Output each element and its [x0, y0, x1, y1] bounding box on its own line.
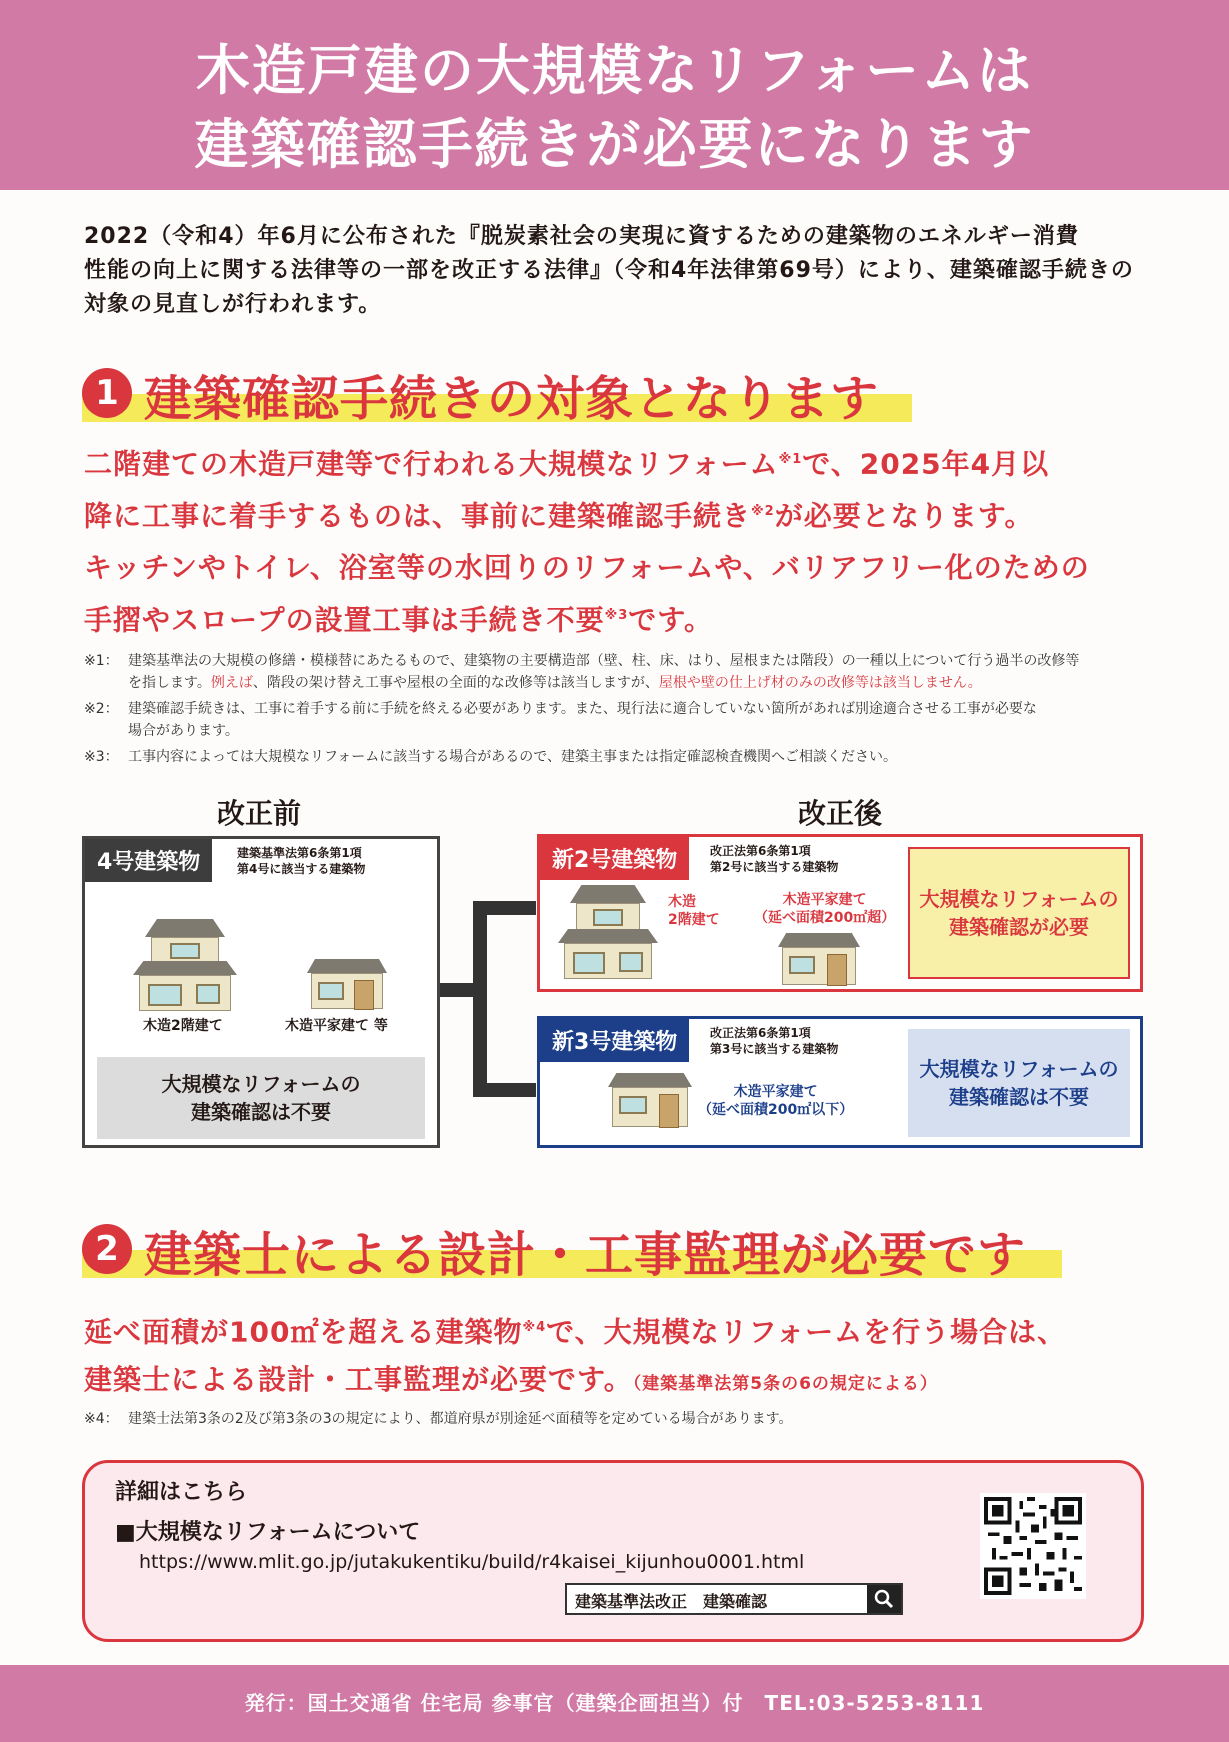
new3-caption-one-storey	[698, 1083, 853, 1119]
intro-paragraph	[84, 220, 1159, 322]
new2-result-required	[908, 847, 1130, 979]
footnote-1-exception: 屋根や壁の仕上げ材のみの改修等は該当しません。	[658, 675, 982, 691]
new3-caption-b: （延べ面積200㎡以下）	[698, 1102, 854, 1118]
section-1-heading: 建築確認手続きの対象となります	[144, 371, 880, 427]
footer-publisher: 発行：国土交通省 住宅局 参事官（建築企画担当）付 TEL:03-5253-8111	[0, 1665, 1229, 1742]
search-button[interactable]	[867, 1585, 901, 1613]
section-2-heading: 建築士による設計・工事監理が必要です	[144, 1227, 1027, 1283]
section-2-paragraph	[84, 1304, 1184, 1408]
new3-result-not-required	[908, 1029, 1130, 1137]
new2-caption-two-storey	[668, 893, 720, 929]
before-law-line-1: 建築基準法第6条第1項	[237, 846, 362, 860]
before-law-line-2: 第4号に該当する建築物	[237, 862, 366, 876]
s2-text-c: 建築士による設計・工事監理が必要です。	[84, 1363, 633, 1397]
tag-new-no3-building: 新3号建築物	[540, 1019, 689, 1062]
headline-line-2: 建築確認手続きが必要になります	[194, 113, 1035, 176]
section-1-paragraph-2	[84, 544, 1164, 644]
section-1-paragraph-1	[84, 436, 1164, 541]
new3-law-line-1: 改正法第6条第1項	[710, 1026, 811, 1040]
search-icon	[867, 1585, 901, 1613]
new3-one-storey-house-icon	[608, 1073, 692, 1127]
new2-caption-one-storey	[754, 891, 895, 927]
new3-result-line-1: 大規模なリフォームの	[919, 1057, 1119, 1081]
new3-caption-a: 木造平家建て	[733, 1084, 818, 1100]
footnote-1-line-1: 建築基準法の大規模の修繕・模様替にあたるもので、建築物の主要構造部（壁、柱、床、はり、屋根または階段）の一種以上について行う過半の改修等	[128, 653, 1080, 669]
new3-law-line-2: 第3号に該当する建築物	[710, 1042, 839, 1056]
footnote-1-mark: ※1：	[84, 653, 119, 669]
new2-law-line-1: 改正法第6条第1項	[710, 844, 811, 858]
two-storey-house-icon	[133, 919, 237, 1011]
p1-text-d: が必要となります。	[774, 499, 1034, 533]
qr-code	[980, 1493, 1086, 1599]
new2-caption-1a: 木造	[668, 894, 696, 910]
headline-line-1: 木造戸建の大規模なリフォームは	[195, 39, 1034, 102]
new-no3-box	[537, 1016, 1143, 1148]
footnote-2-line-1: 建築確認手続きは、工事に着手する前に手続を終える必要があります。また、現行法に適合していない箇所があれば別途適合させる工事が必要な	[128, 701, 1037, 717]
caption-two-storey: 木造2階建て	[143, 1018, 223, 1034]
p2-text-a: キッチンやトイレ、浴室等の水回りのリフォームや、バリアフリー化のための	[84, 551, 1090, 584]
p1-text-b: で、2025年4月以	[802, 447, 1050, 481]
before-box	[82, 836, 440, 1148]
footnote-4	[84, 1408, 1164, 1430]
footnote-3	[84, 746, 1164, 768]
footnote-4-mark: ※4：	[84, 1411, 119, 1427]
header-banner	[0, 0, 1229, 190]
footnote-4-text: 建築士法第3条の2及び第3条の3の規定により、都道府県が別途延べ面積等を定めている場合があります。	[128, 1411, 793, 1427]
search-box[interactable]	[565, 1583, 903, 1615]
new-no2-box	[537, 834, 1143, 992]
new2-law-line-2: 第2号に該当する建築物	[710, 860, 839, 874]
s2-text-b: で、大規模なリフォームを行う場合は、	[546, 1315, 1067, 1349]
details-url-link[interactable]: https://www.mlit.go.jp/jutakukentiku/build/r4kaisei_kijunhou0001.html	[139, 1551, 805, 1573]
new2-result-line-2: 建築確認が必要	[949, 915, 1089, 939]
s2-law-note: （建築基準法第5条の6の規定による）	[632, 1374, 938, 1395]
footnote-ref-4: ※4	[522, 1320, 547, 1335]
section-1-number: 1	[82, 368, 132, 418]
footnote-1	[84, 650, 1164, 694]
footnote-3-mark: ※3：	[84, 749, 119, 765]
new2-caption-2b: （延べ面積200㎡超）	[754, 910, 896, 926]
footnote-ref-1: ※1	[778, 452, 803, 467]
caption-one-storey: 木造平家建て 等	[285, 1018, 388, 1034]
before-revision-label: 改正前	[216, 797, 301, 830]
before-result-line-2: 建築確認は不要	[191, 1100, 331, 1124]
details-box	[82, 1460, 1144, 1642]
tag-new-no2-building: 新2号建築物	[540, 837, 689, 880]
details-heading: 詳細はこちら	[115, 1480, 248, 1505]
section-2-number: 2	[82, 1224, 132, 1274]
before-law-ref	[237, 845, 365, 877]
search-box-text: 建築基準法改正 建築確認	[575, 1592, 768, 1611]
footnote-ref-2: ※2	[751, 504, 775, 520]
new3-result-line-2: 建築確認は不要	[949, 1085, 1089, 1109]
after-revision-label: 改正後	[797, 797, 882, 830]
footnote-1-a: を指します。	[128, 675, 211, 691]
p2-text-b: 手摺やスロープの設置工事は手続き不要	[84, 603, 605, 637]
footnote-2	[84, 698, 1164, 742]
footnote-1-c: 、階段の架け替え工事や屋根の全面的な改修等は該当しますが、	[252, 675, 659, 691]
new2-caption-2a: 木造平家建て	[782, 892, 867, 908]
new3-law-ref	[710, 1025, 838, 1057]
footnote-2-line-2: 場合があります。	[128, 723, 239, 739]
footnote-2-mark: ※2：	[84, 701, 119, 717]
new2-one-storey-house-icon	[778, 933, 860, 985]
intro-line-3: 対象の見直しが行われます。	[84, 292, 382, 317]
footnote-3-text: 工事内容によっては大規模なリフォームに該当する場合があるので、建築主事または指定確認検査機関へご相談ください。	[128, 749, 898, 765]
s2-text-a: 延べ面積が100㎡を超える建築物	[84, 1315, 523, 1349]
tag-no4-building: 4号建築物	[85, 839, 212, 882]
before-result-not-required	[97, 1057, 425, 1139]
new2-caption-1b: 2階建て	[668, 912, 720, 928]
footnote-ref-3: ※3	[604, 608, 629, 623]
section-1-title	[82, 360, 912, 427]
details-item-title: ■大規模なリフォームについて	[115, 1520, 421, 1545]
branch-bracket	[440, 900, 540, 1110]
new2-result-line-1: 大規模なリフォームの	[919, 887, 1119, 911]
footnote-1-example: 例えば	[210, 675, 253, 691]
p1-text-c: 降に工事に着手するものは、事前に建築確認手続き	[84, 499, 752, 533]
intro-line-1: 2022（令和4）年6月に公布された『脱炭素社会の実現に資するための建築物のエネルギー消費	[84, 224, 1079, 249]
intro-line-2: 性能の向上に関する法律等の一部を改正する法律』（令和4年法律第69号）により、建築確認手続きの	[84, 258, 1134, 283]
p1-text-a: 二階建ての木造戸建等で行われる大規模なリフォーム	[84, 447, 779, 481]
p2-text-c: です。	[628, 603, 714, 637]
before-result-line-1: 大規模なリフォームの	[161, 1072, 361, 1096]
one-storey-house-icon	[307, 959, 387, 1009]
new2-two-storey-house-icon	[558, 885, 658, 979]
section-2-title	[82, 1216, 1062, 1283]
new2-law-ref	[710, 843, 838, 875]
